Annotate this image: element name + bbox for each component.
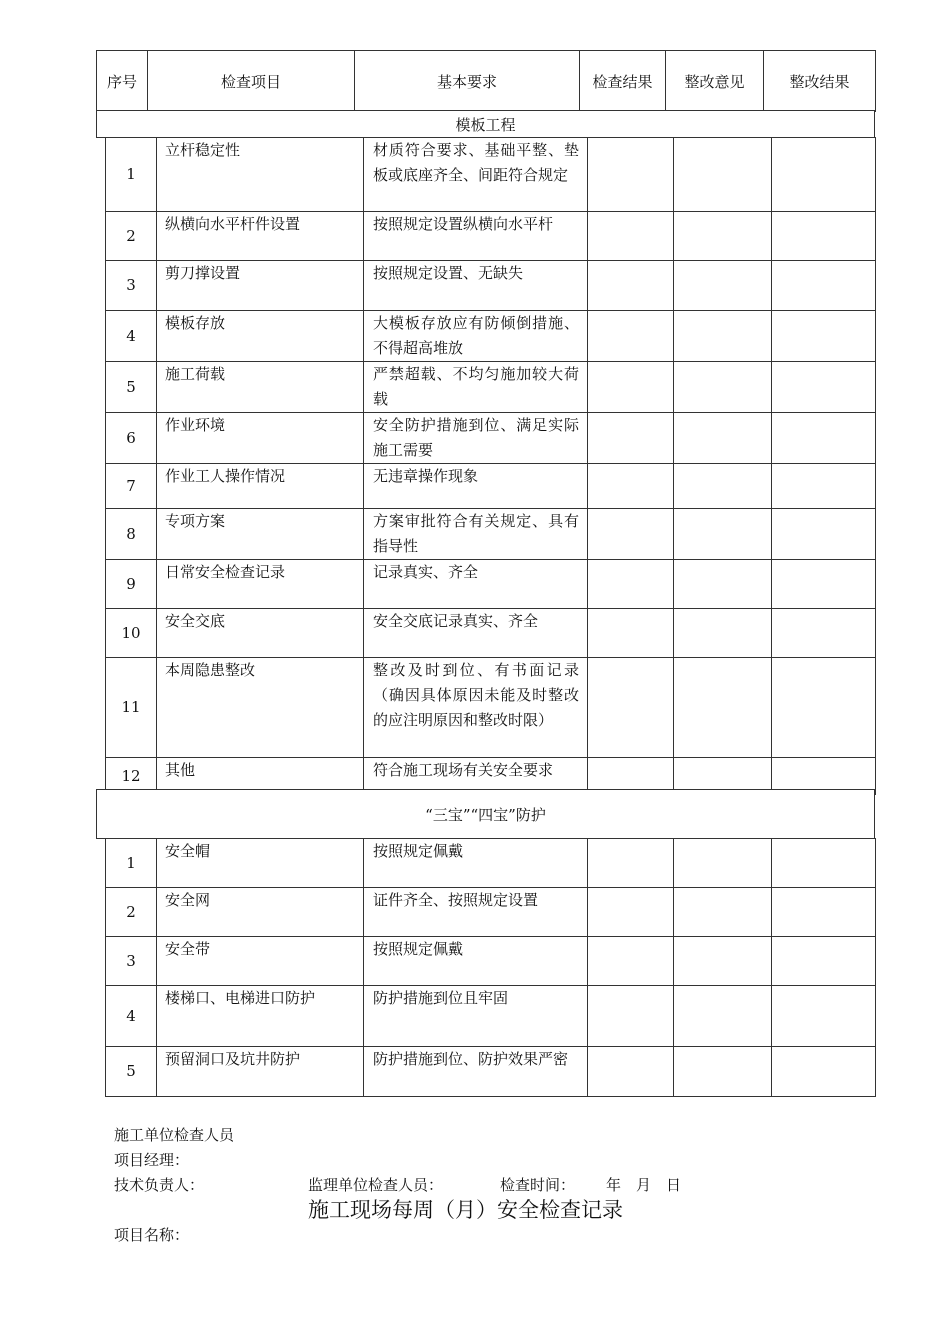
row-item: 日常安全检查记录: [157, 560, 364, 609]
row-opinion-cell[interactable]: [674, 986, 772, 1047]
row-opinion-cell[interactable]: [674, 464, 772, 509]
table-row: [106, 560, 876, 609]
row-number: 1: [106, 839, 157, 888]
row-requirement: 材质符合要求、基础平整、垫板或底座齐全、间距符合规定: [364, 138, 588, 212]
row-requirement: 按照规定佩戴: [364, 937, 588, 986]
formwork-table: [105, 137, 876, 795]
row-number: 4: [106, 986, 157, 1047]
table-row: [106, 609, 876, 658]
row-result-cell[interactable]: [588, 362, 674, 413]
table-row: [106, 261, 876, 311]
row-fix-cell[interactable]: [772, 413, 876, 464]
row-item: 专项方案: [157, 509, 364, 560]
table-row: [106, 311, 876, 362]
row-number: 9: [106, 560, 157, 609]
row-item: 剪刀撑设置: [157, 261, 364, 311]
row-result-cell[interactable]: [588, 413, 674, 464]
row-number: 11: [106, 658, 157, 758]
row-number: 5: [106, 1047, 157, 1097]
row-opinion-cell[interactable]: [674, 658, 772, 758]
footer-inspector-unit: 施工单位检查人员: [114, 1126, 235, 1144]
row-fix-cell[interactable]: [772, 311, 876, 362]
footer-tech-lead: 技术负责人：: [114, 1176, 205, 1194]
row-item: 立杆稳定性: [157, 138, 364, 212]
table-row: [106, 658, 876, 758]
row-opinion-cell[interactable]: [674, 509, 772, 560]
row-result-cell[interactable]: [588, 888, 674, 937]
row-requirement: 记录真实、齐全: [364, 560, 588, 609]
row-opinion-cell[interactable]: [674, 937, 772, 986]
row-item: 模板存放: [157, 311, 364, 362]
header-col-fix-result: 整改结果: [764, 51, 876, 112]
row-number: 10: [106, 609, 157, 658]
row-requirement: 安全防护措施到位、满足实际施工需要: [364, 413, 588, 464]
row-requirement: 证件齐全、按照规定设置: [364, 888, 588, 937]
row-fix-cell[interactable]: [772, 509, 876, 560]
row-number: 3: [106, 261, 157, 311]
table-row: [106, 138, 876, 212]
row-result-cell[interactable]: [588, 937, 674, 986]
table-row: [106, 937, 876, 986]
row-item: 安全带: [157, 937, 364, 986]
row-item: 其他: [157, 758, 364, 795]
row-item: 安全网: [157, 888, 364, 937]
row-result-cell[interactable]: [588, 658, 674, 758]
header-col-no: 序号: [97, 51, 148, 112]
row-requirement: 大模板存放应有防倾倒措施、不得超高堆放: [364, 311, 588, 362]
table-row: [106, 362, 876, 413]
row-opinion-cell[interactable]: [674, 138, 772, 212]
row-requirement: 防护措施到位且牢固: [364, 986, 588, 1047]
row-item: 安全交底: [157, 609, 364, 658]
table-row: [106, 464, 876, 509]
row-result-cell[interactable]: [588, 560, 674, 609]
row-item: 作业工人操作情况: [157, 464, 364, 509]
row-item: 纵横向水平杆件设置: [157, 212, 364, 261]
row-fix-cell[interactable]: [772, 362, 876, 413]
row-fix-cell[interactable]: [772, 609, 876, 658]
row-result-cell[interactable]: [588, 464, 674, 509]
row-number: 3: [106, 937, 157, 986]
document-title: 施工现场每周（月）安全检查记录: [308, 1198, 623, 1222]
row-requirement: 整改及时到位、有书面记录（确因具体原因未能及时整改的应注明原因和整改时限）: [364, 658, 588, 758]
table-row: [106, 1047, 876, 1097]
table-row: [106, 413, 876, 464]
row-fix-cell[interactable]: [772, 1047, 876, 1097]
row-result-cell[interactable]: [588, 261, 674, 311]
header-col-opinion: 整改意见: [666, 51, 764, 112]
footer-project-manager: 项目经理：: [114, 1151, 190, 1169]
row-fix-cell[interactable]: [772, 212, 876, 261]
row-opinion-cell[interactable]: [674, 261, 772, 311]
row-item: 预留洞口及坑井防护: [157, 1047, 364, 1097]
row-fix-cell[interactable]: [772, 560, 876, 609]
table-row: [106, 212, 876, 261]
row-number: 5: [106, 362, 157, 413]
row-opinion-cell[interactable]: [674, 1047, 772, 1097]
row-fix-cell[interactable]: [772, 986, 876, 1047]
row-requirement: 按照规定设置纵横向水平杆: [364, 212, 588, 261]
footer-date-fields: 年 月 日: [606, 1176, 682, 1194]
row-result-cell[interactable]: [588, 311, 674, 362]
row-item: 安全帽: [157, 839, 364, 888]
row-number: 2: [106, 888, 157, 937]
row-fix-cell[interactable]: [772, 888, 876, 937]
row-number: 7: [106, 464, 157, 509]
footer-project-name: 项目名称：: [114, 1226, 190, 1244]
row-opinion-cell[interactable]: [674, 311, 772, 362]
row-result-cell[interactable]: [588, 986, 674, 1047]
table-row: [106, 888, 876, 937]
row-result-cell[interactable]: [588, 212, 674, 261]
row-requirement: 符合施工现场有关安全要求: [364, 758, 588, 795]
row-requirement: 方案审批符合有关规定、具有指导性: [364, 509, 588, 560]
row-number: 12: [106, 758, 157, 795]
row-requirement: 按照规定设置、无缺失: [364, 261, 588, 311]
row-fix-cell[interactable]: [772, 839, 876, 888]
section-title-formwork: 模板工程: [96, 110, 875, 138]
header-table: [96, 50, 876, 112]
row-fix-cell[interactable]: [772, 138, 876, 212]
row-number: 1: [106, 138, 157, 212]
row-result-cell[interactable]: [588, 138, 674, 212]
row-requirement: 防护措施到位、防护效果严密: [364, 1047, 588, 1097]
row-result-cell[interactable]: [588, 609, 674, 658]
row-item: 施工荷载: [157, 362, 364, 413]
row-requirement: 按照规定佩戴: [364, 839, 588, 888]
row-number: 2: [106, 212, 157, 261]
row-opinion-cell[interactable]: [674, 362, 772, 413]
row-opinion-cell[interactable]: [674, 609, 772, 658]
row-result-cell[interactable]: [588, 509, 674, 560]
header-col-result: 检查结果: [580, 51, 666, 112]
row-number: 4: [106, 311, 157, 362]
table-row: [106, 986, 876, 1047]
row-opinion-cell[interactable]: [674, 212, 772, 261]
row-opinion-cell[interactable]: [674, 839, 772, 888]
footer-check-time: 检查时间：: [500, 1176, 576, 1194]
row-number: 8: [106, 509, 157, 560]
header-col-item: 检查项目: [148, 51, 355, 112]
row-requirement: 严禁超载、不均匀施加较大荷载: [364, 362, 588, 413]
footer-signature-line: [114, 1174, 682, 1195]
row-number: 6: [106, 413, 157, 464]
row-opinion-cell[interactable]: [674, 560, 772, 609]
header-col-requirement: 基本要求: [355, 51, 580, 112]
row-opinion-cell[interactable]: [674, 888, 772, 937]
row-fix-cell[interactable]: [772, 658, 876, 758]
protection-table: [105, 838, 876, 1097]
row-requirement: 无违章操作现象: [364, 464, 588, 509]
row-result-cell[interactable]: [588, 839, 674, 888]
row-requirement: 安全交底记录真实、齐全: [364, 609, 588, 658]
header-row: [97, 51, 876, 112]
row-opinion-cell[interactable]: [674, 413, 772, 464]
section-title-protection: “三宝”“四宝”防护: [96, 789, 875, 839]
row-result-cell[interactable]: [588, 1047, 674, 1097]
row-item: 本周隐患整改: [157, 658, 364, 758]
row-item: 楼梯口、电梯进口防护: [157, 986, 364, 1047]
row-fix-cell[interactable]: [772, 937, 876, 986]
row-item: 作业环境: [157, 413, 364, 464]
row-fix-cell[interactable]: [772, 464, 876, 509]
table-row: [106, 839, 876, 888]
table-row: [106, 509, 876, 560]
row-fix-cell[interactable]: [772, 261, 876, 311]
footer-supervisor: 监理单位检查人员：: [308, 1176, 444, 1194]
